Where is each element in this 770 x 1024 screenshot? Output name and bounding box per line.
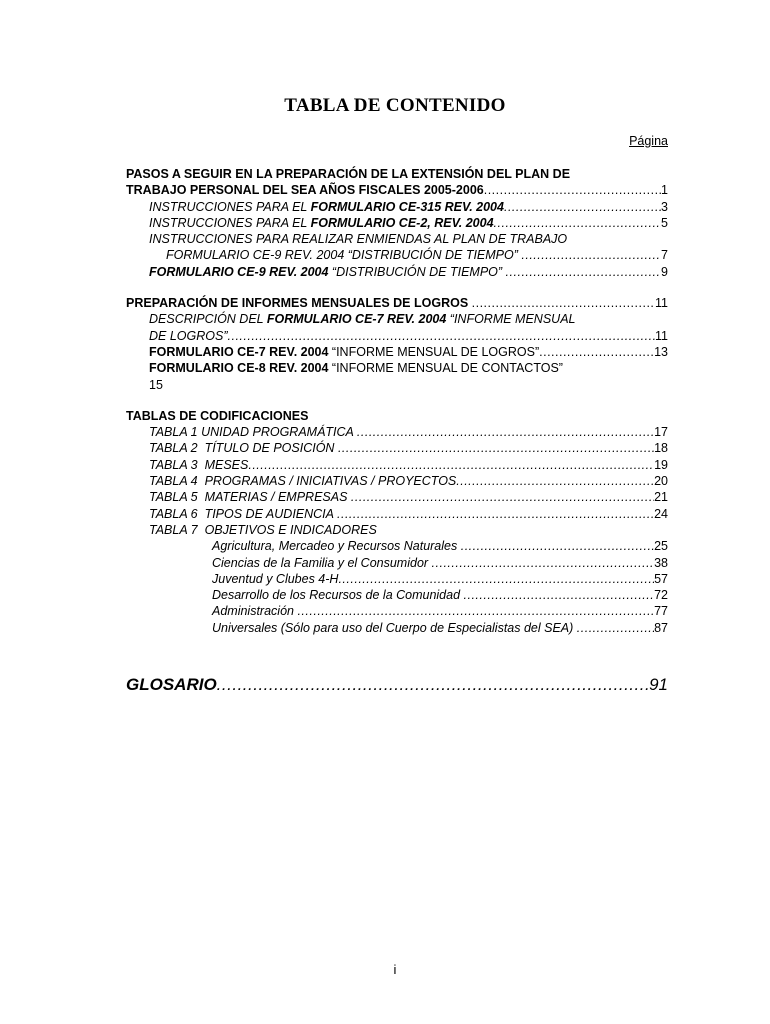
leader-dots [357, 424, 654, 440]
leader-dots [456, 473, 654, 489]
toc-page-number: 87 [654, 620, 668, 635]
toc-glossary-entry[interactable] [126, 673, 668, 697]
toc-page-number: 13 [654, 344, 668, 359]
leader-dots [494, 215, 662, 231]
toc-subentry[interactable] [126, 603, 668, 619]
toc-page-number: 57 [654, 571, 668, 586]
toc-subentry[interactable] [126, 555, 668, 571]
toc-entry[interactable] [126, 264, 668, 280]
toc-page-number: 25 [654, 539, 668, 554]
toc-text-bold: FORMULARIO CE-9 REV. 2004 [149, 264, 329, 279]
toc-subentry[interactable] [126, 571, 668, 587]
toc-text: “DISTRIBUCIÓN DE TIEMPO” [328, 264, 506, 279]
toc-entry[interactable] [126, 182, 668, 198]
toc-page-number: 91 [649, 675, 668, 695]
toc-page-number: 18 [654, 441, 668, 456]
toc-page-number: 11 [655, 328, 668, 343]
toc-section-heading[interactable] [126, 166, 668, 182]
toc-entry[interactable] [126, 473, 668, 489]
toc-text: Juventud y Clubes 4-H [212, 571, 339, 586]
toc-entry[interactable] [126, 328, 668, 344]
leader-dots [506, 264, 662, 280]
leader-dots [338, 571, 654, 587]
toc-text: TRABAJO PERSONAL DEL SEA AÑOS FISCALES 2005-2006 [126, 183, 484, 198]
leader-dots [337, 506, 654, 522]
toc-section-heading[interactable] [126, 408, 668, 424]
toc-entry[interactable] [126, 457, 668, 473]
toc-subentry[interactable] [126, 587, 668, 603]
toc-page-number: 7 [661, 248, 668, 263]
toc-text: FORMULARIO CE-9 REV. 2004 “DISTRIBUCIÓN DE TIEMPO” [166, 248, 522, 263]
toc-entry[interactable] [126, 424, 668, 440]
toc-page-number: 21 [654, 490, 668, 505]
toc-text: INSTRUCCIONES PARA EL [149, 199, 311, 214]
toc-text-bold: FORMULARIO CE-7 REV. 2004 [266, 312, 447, 327]
leader-dots [338, 440, 654, 456]
toc-text: INSTRUCCIONES PARA REALIZAR ENMIENDAS AL PLAN DE TRABAJO [149, 232, 568, 247]
toc-page-number: 1 [661, 183, 668, 198]
page-column-header: Página [629, 134, 668, 148]
toc-page-number: 5 [661, 215, 668, 230]
toc-text: “INFORME MENSUAL DE CONTACTOS” [328, 361, 563, 376]
toc-entry[interactable] [126, 360, 668, 376]
toc-page-number: 17 [654, 425, 668, 440]
toc-text: PASOS A SEGUIR EN LA PREPARACIÓN DE LA EXTENSIÓN DEL PLAN DE [126, 167, 571, 181]
toc-section-heading[interactable] [126, 295, 668, 311]
toc-entry[interactable] [126, 489, 668, 505]
toc-text: Administración [212, 604, 298, 619]
toc-entry[interactable] [126, 199, 668, 215]
toc-entry[interactable] [126, 215, 668, 231]
toc-page-number: 38 [654, 555, 668, 570]
toc-entry[interactable] [126, 522, 668, 538]
toc-entry[interactable] [126, 377, 668, 393]
toc-text: Desarrollo de los Recursos de la Comunidad [212, 588, 464, 603]
toc-text-bold: FORMULARIO CE-315 REV. 2004 [310, 199, 504, 214]
toc-text: DESCRIPCIÓN DEL [149, 312, 267, 327]
toc-entry[interactable] [126, 506, 668, 522]
toc-text: Ciencias de la Familia y el Consumidor [212, 555, 432, 570]
toc-text: TABLA 7 OBJETIVOS E INDICADORES [149, 522, 377, 537]
page-number-footer: i [393, 962, 397, 977]
leader-dots [539, 344, 654, 360]
toc-subentry[interactable] [126, 538, 668, 554]
leader-dots [484, 182, 661, 198]
leader-dots [464, 587, 655, 603]
toc-text: TABLA 6 TIPOS DE AUDIENCIA [149, 506, 338, 521]
leader-dots [577, 620, 654, 636]
leader-dots [217, 673, 649, 697]
toc-entry[interactable] [126, 344, 668, 360]
toc-text: DE LOGROS” [149, 328, 228, 343]
toc-text: INSTRUCCIONES PARA EL [149, 215, 311, 230]
toc-page-number: 19 [654, 457, 668, 472]
leader-dots [521, 247, 661, 263]
toc-page-number: 20 [654, 474, 668, 489]
toc-text: “INFORME MENSUAL [446, 312, 576, 327]
leader-dots [472, 295, 655, 311]
toc-text-bold: GLOSARIO [126, 675, 217, 695]
toc-text: PREPARACIÓN DE INFORMES MENSUALES DE LOGROS [126, 296, 472, 311]
toc-entry[interactable] [126, 231, 668, 247]
toc-entry[interactable] [126, 440, 668, 456]
toc-text: “INFORME MENSUAL DE LOGROS” [328, 344, 540, 359]
toc-text: TABLA 1 UNIDAD PROGRAMÁTICA [149, 425, 357, 440]
toc-page-number: 15 [149, 377, 163, 392]
toc-text-bold: FORMULARIO CE-7 REV. 2004 [149, 344, 329, 359]
leader-dots [248, 457, 654, 473]
toc-page-number: 72 [654, 588, 668, 603]
toc-entry[interactable] [126, 311, 668, 327]
toc-entry[interactable] [126, 247, 668, 263]
page-title: TABLA DE CONTENIDO [284, 95, 506, 116]
toc-text: TABLA 2 TÍTULO DE POSICIÓN [149, 441, 338, 456]
toc-text: Universales (Sólo para uso del Cuerpo de Especialistas del SEA) [212, 620, 577, 635]
toc-text-bold: FORMULARIO CE-2, REV. 2004 [310, 215, 494, 230]
toc-page-number: 3 [661, 199, 668, 214]
leader-dots [297, 603, 654, 619]
leader-dots [461, 538, 654, 554]
table-of-contents [126, 166, 668, 697]
toc-text-bold: FORMULARIO CE-8 REV. 2004 [149, 361, 329, 376]
toc-subentry[interactable] [126, 620, 668, 636]
toc-page-number: 9 [661, 264, 668, 279]
leader-dots [504, 199, 661, 215]
leader-dots [228, 328, 656, 344]
toc-page-number: 24 [654, 506, 668, 521]
toc-page-number: 77 [654, 604, 668, 619]
toc-text: TABLA 4 PROGRAMAS / INICIATIVAS / PROYECTOS [149, 474, 457, 489]
leader-dots [351, 489, 654, 505]
toc-text: TABLA 5 MATERIAS / EMPRESAS [149, 490, 351, 505]
toc-text: TABLA 3 MESES [149, 457, 249, 472]
toc-page-number: 11 [655, 296, 668, 311]
toc-text: TABLAS DE CODIFICACIONES [126, 408, 309, 423]
toc-text: Agricultura, Mercadeo y Recursos Naturales [212, 539, 461, 554]
leader-dots [432, 555, 655, 571]
